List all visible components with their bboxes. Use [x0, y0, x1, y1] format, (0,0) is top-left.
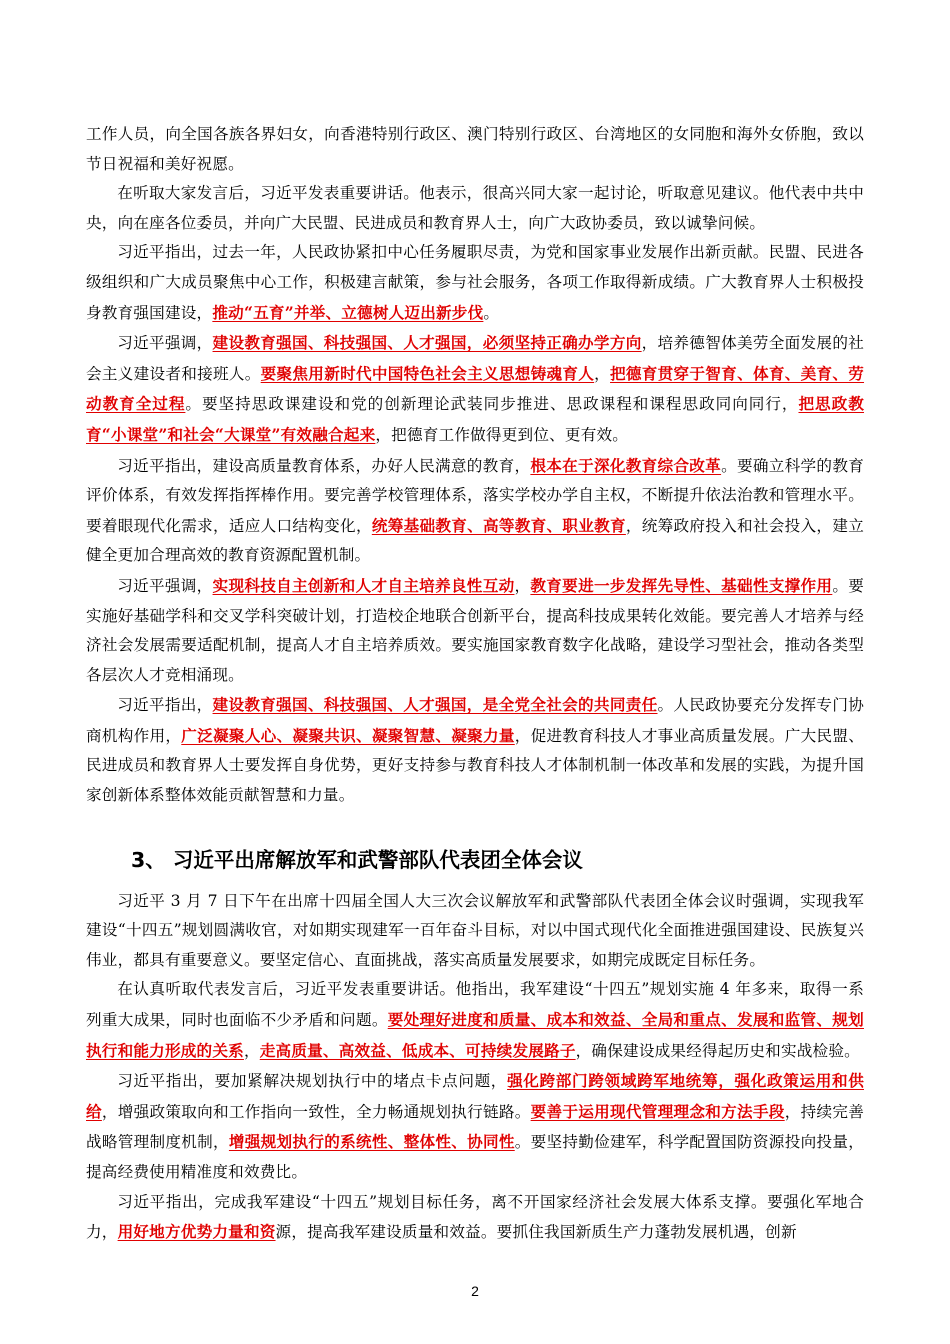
text-run: 习近平强调， [117, 576, 213, 595]
text-run: ，增强政策取向和工作指向一致性，全力畅通规划执行链路。 [101, 1102, 531, 1121]
text-run: 在听取大家发言后，习近平发表重要讲话。他表示，很高兴同大家一起讨论，听取意见建议。他代表中共中央，向在座各位委员，并向广大民盟、民进成员和教育界人士，向广大政协委员，致以诚挚问候。 [86, 184, 864, 232]
text-run: ，统筹政府投入和社会投入，建立健全更加合理高效的教育资源配置机制。 [86, 516, 864, 565]
highlighted-text: 用好地方优势力量和资 [117, 1222, 276, 1242]
text-run: ， [514, 576, 531, 595]
text-run: 。要确立科学的教育评价体系，有效发挥指挥棒作用。要完善学校管理体系，落实学校办学自主权，不断提升依法治教和管理水平。要着眼现代化需求，适应人口结构变化， [86, 456, 865, 535]
paragraph [86, 690, 864, 810]
highlighted-text: 把思政教育“小课堂”和社会“大课堂”有效融合起来 [86, 394, 864, 444]
paragraph [86, 571, 864, 690]
text-run: 。 [483, 303, 500, 322]
text-run: 。人民政协要充分发挥专门协商机构作用， [86, 696, 865, 745]
highlighted-text: 根本在于深化教育综合改革 [530, 455, 722, 475]
text-run: 在认真听取代表发言后，习近平发表重要讲话。他指出，我军建设“十四五”规划实施 4 年多来，取得一系列重大成果，同时也面临不少矛盾和问题。 [86, 980, 864, 1030]
paragraph [86, 451, 864, 571]
highlighted-text: 建设教育强国、科技强国、人才强国，是全党全社会的共同责任 [212, 695, 658, 715]
text-run: 。要坚持思政课建设和党的创新理论武装同步推进、思政课程和课程思政同向同行， [185, 395, 799, 414]
section-heading: 3、 习近平出席解放军和武警部队代表团全体会议 [131, 847, 583, 872]
text-run: 习近平指出， [117, 696, 213, 715]
highlighted-text: 要处理好进度和质量、成本和效益、全局和重点、发展和监管、规划执行和能力形成的关系 [86, 1010, 864, 1060]
paragraph [86, 1188, 864, 1248]
text-run: 习近平强调， [117, 334, 213, 353]
text-run: ，促进教育科技人才事业高质量发展。广大民盟、民进成员和教育界人士要发挥自身优势，更好支持参与教育科技人才体制机制一体改革和发展的实践，为提升国家创新体系整体效能贡献智慧和力量。 [86, 726, 865, 805]
document-body [86, 120, 864, 1248]
text-run: ，培养德智体美劳全面发展的社会主义建设者和接班人。 [86, 334, 865, 383]
text-run: ， [243, 1041, 260, 1060]
highlighted-text: 强化跨部门跨领域跨军地统筹，强化政策运用和供给 [86, 1071, 864, 1121]
text-run: 工作人员，向全国各族各界妇女，向香港特别行政区、澳门特别行政区、台湾地区的女同胞和海外女侨胞，致以节日祝福和美好祝愿。 [86, 125, 864, 173]
text-run: 源，提高我军建设质量和效益。要抓住我国新质生产力蓬勃发展机遇，创新 [275, 1223, 797, 1242]
highlighted-text: 要善于运用现代管理理念和方法手段 [530, 1101, 785, 1121]
highlighted-text: 要聚焦用新时代中国特色社会主义思想铸魂育人 [260, 363, 595, 383]
paragraph [86, 179, 864, 238]
highlighted-text: 广泛凝聚人心、凝聚共识、凝聚智慧、凝聚力量 [181, 725, 515, 745]
text-run: 。要实施好基础学科和交叉学科突破计划，打造校企地联合创新平台，提高科技成果转化效能。要完善人才培养与经济社会发展需要适配机制，提高人才自主培养质效。要实施国家教育数字化战略，建设学习型社会，推动各类型各层次人才竞相涌现。 [86, 576, 865, 684]
text-run: 习近平指出，建设高质量教育体系，办好人民满意的教育， [117, 456, 531, 475]
paragraph [86, 120, 864, 179]
text-run: ，把德育工作做得更到位、更有效。 [375, 425, 629, 444]
text-run: 习近平指出，完成我军建设“十四五”规划目标任务，离不开国家经济社会发展大体系支撑。要强化军地合力， [86, 1192, 864, 1242]
highlighted-text: 建设教育强国、科技强国、人才强国，必须坚持正确办学方向 [212, 333, 642, 353]
highlighted-text: 推动“五育”并举、立德树人迈出新步伐 [212, 302, 484, 322]
paragraph [86, 975, 864, 1066]
text-run: ，确保建设成果经得起历史和实战检验。 [575, 1041, 860, 1060]
highlighted-text: 实现科技自主创新和人才自主培养良性互动 [212, 575, 515, 595]
text-run: ， [594, 364, 611, 383]
paragraph [86, 328, 864, 450]
highlighted-text: 教育要进一步发挥先导性、基础性支撑作用 [530, 575, 833, 595]
paragraph [86, 1066, 864, 1187]
highlighted-text: 统筹基础教育、高等教育、职业教育 [371, 515, 626, 535]
highlighted-text: 把德育贯穿于智育、体育、美育、劳动教育全过程 [86, 363, 865, 414]
paragraph [86, 887, 864, 976]
text-run: 习近平指出，过去一年，人民政协紧扣中心任务履职尽责，为党和国家事业发展作出新贡献。民盟、民进各级组织和广大成员聚焦中心工作，积极建言献策，参与社会服务，各项工作取得新成绩。广大教育界人士积极投身教育强国建设， [86, 243, 864, 322]
paragraph [86, 238, 864, 328]
text-run: ，持续完善战略管理制度机制， [86, 1102, 864, 1152]
text-run: 。要坚持勤俭建军，科学配置国防资源投向投量，提高经费使用精准度和效费比。 [86, 1133, 864, 1181]
highlighted-text: 增强规划执行的系统性、整体性、协同性 [228, 1132, 515, 1152]
text-run: 习近平 3 月 7 日下午在出席十四届全国人大三次会议解放军和武警部队代表团全体会议时强调，实现我军建设“十四五”规划圆满收官，对如期实现建军一百年奋斗目标，对以中国式现代化全面推进强国建设、民族复兴伟业，都具有重要意义。要坚定信心、直面挑战，落实高质量发展要求，如期完成既定目标任务。 [86, 891, 864, 969]
highlighted-text: 走高质量、高效益、低成本、可持续发展路子 [259, 1040, 576, 1060]
text-run: 习近平指出，要加紧解决规划执行中的堵点卡点问题， [117, 1072, 508, 1091]
page-number: 2 [471, 1283, 479, 1299]
